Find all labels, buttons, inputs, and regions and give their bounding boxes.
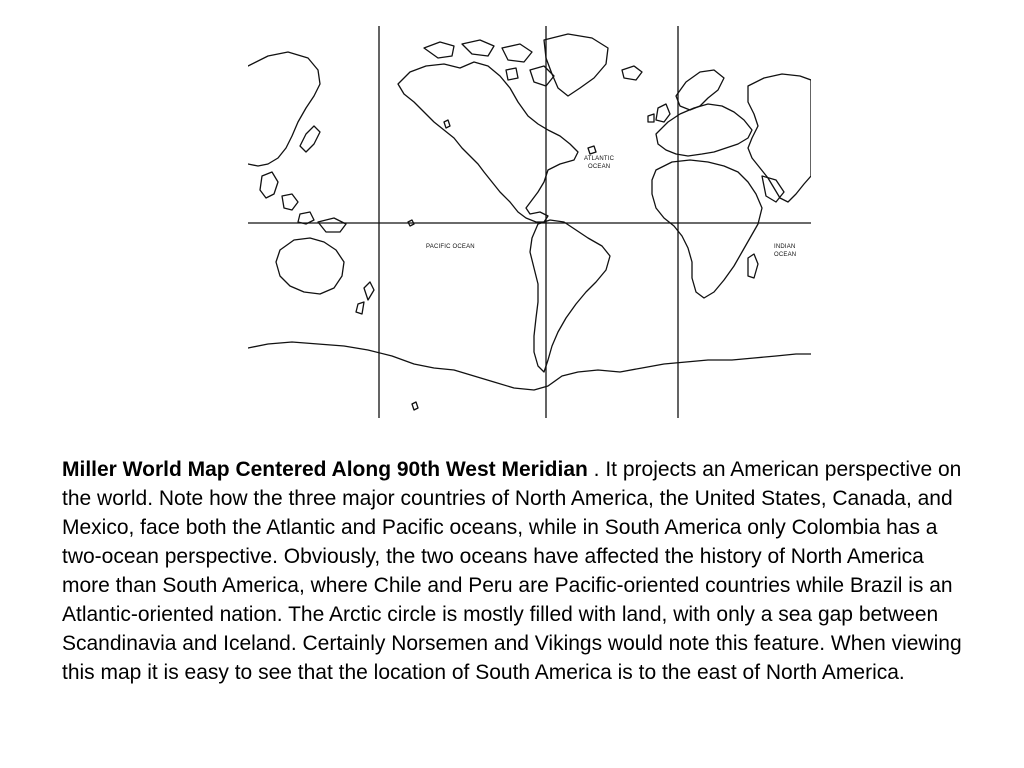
- pacific-islands-outline: [408, 120, 596, 410]
- world-map: [248, 26, 811, 418]
- north-america-outline: [398, 62, 578, 222]
- australia-outline: [276, 238, 344, 294]
- atlantic-label-line-1: ATLANTIC: [584, 156, 615, 162]
- south-america-outline: [530, 220, 610, 372]
- greenland-outline: [544, 34, 608, 96]
- indian-label-line-2: OCEAN: [774, 252, 797, 258]
- new-guinea-outline: [318, 218, 346, 232]
- pacific-label: PACIFIC OCEAN: [426, 244, 475, 250]
- indian-label-line-1: INDIAN: [774, 244, 796, 250]
- japan-outline: [300, 126, 320, 152]
- iceland-outline: [622, 66, 642, 80]
- caption-title: Miller World Map Centered Along 90th West Meridian: [62, 458, 588, 481]
- atlantic-label-line-2: OCEAN: [588, 164, 611, 170]
- antarctica-outline: [248, 342, 811, 390]
- arctic-islands-outline: [424, 40, 554, 86]
- scandinavia-outline: [676, 70, 724, 110]
- africa-outline: [652, 160, 762, 298]
- british-isles-outline: [648, 104, 670, 122]
- map-caption: [62, 455, 974, 687]
- southeast-asia-outline: [260, 172, 314, 224]
- europe-outline: [656, 104, 752, 156]
- new-zealand-outline: [356, 282, 374, 314]
- world-map-drawing: [248, 26, 811, 418]
- asia-outline: [748, 74, 811, 202]
- caption-body: . It projects an American perspective on the world. Note how the three major countries of North America, the United States, Canada, and Mexico, face both the Atlantic and Pacific oceans, while in South America only Colombia has a two-ocean perspective. Obviously, the two oceans have affected the history of North America more than South America, where Chile and Peru are Pacific-oriented countries while Brazil is an Atlantic-oriented nation. The Arctic circle is mostly filled with land, with only a sea gap between Scandinavia and Iceland. Certainly Norsemen and Vikings would note this feature. When viewing this map it is easy to see that the location of South America is to the east of North America.: [62, 458, 962, 684]
- madagascar-outline: [748, 254, 758, 278]
